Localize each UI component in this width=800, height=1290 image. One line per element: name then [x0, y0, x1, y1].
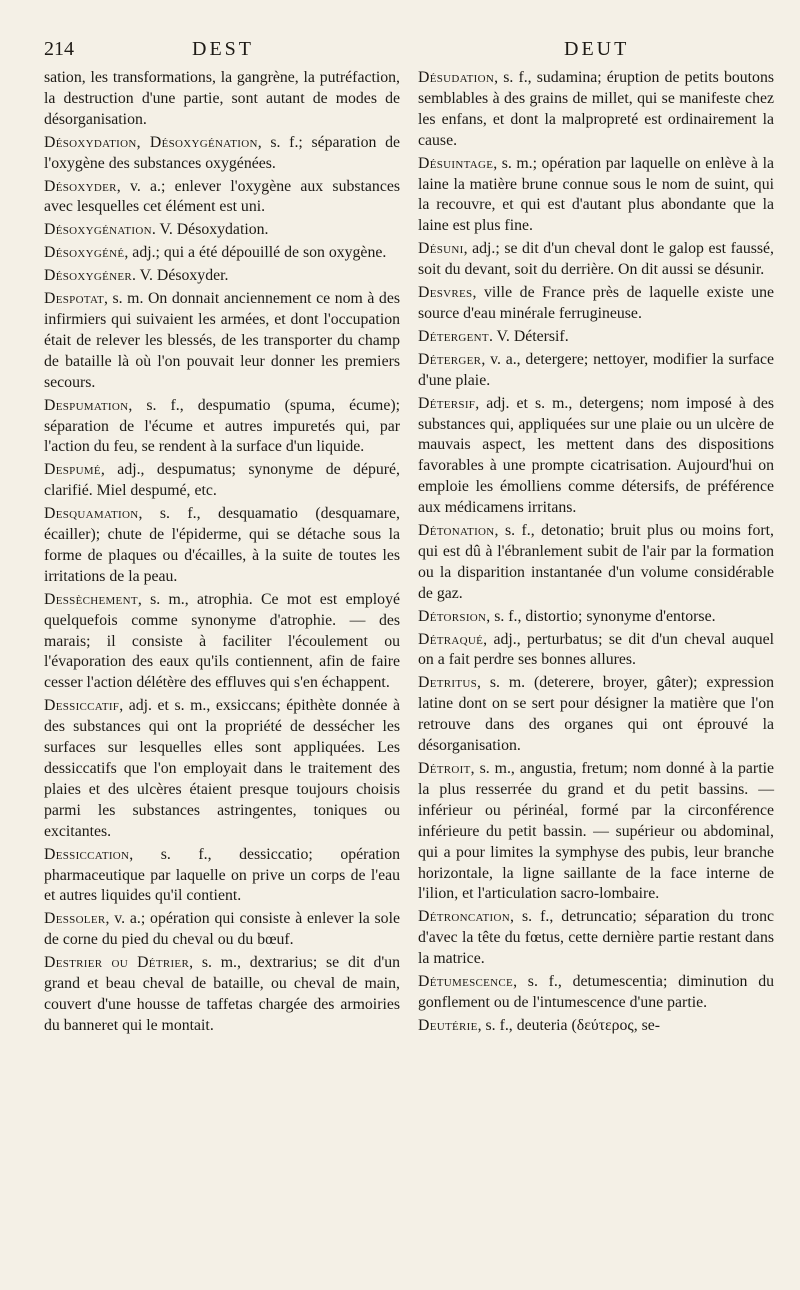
entry-text: . V. Désoxydation. — [151, 221, 269, 239]
page-header — [44, 38, 790, 68]
entry-text: , s. f., desquamatio (desquamare, écailler); chute de l'épiderme, qui se détache sous la forme de plaques ou d'écailles, à la suite de toutes les irritations de la peau. — [44, 505, 400, 585]
dictionary-entry — [418, 521, 774, 605]
entry-text: . V. Désoxyder. — [132, 267, 229, 285]
entry-headword: Désoxyder — [44, 177, 117, 195]
entry-text: , s. m.; opération par laquelle on enlève à la laine la matière brune connue sous le nom de suint, qui la recouvre, et qui est d'autant plus abondante que la laine est plus fine. — [418, 154, 774, 235]
entry-headword: Détroncation — [418, 908, 511, 926]
entry-headword: Detritus — [418, 674, 478, 692]
entry-headword: Détraqué — [418, 630, 484, 648]
entry-text: . V. Détersif. — [488, 327, 569, 345]
entry-headword: Dessoler — [44, 910, 106, 928]
entry-headword: Désoxygénation — [44, 221, 152, 239]
entry-headword: Desquamation — [44, 505, 139, 523]
entry-text: , s. m. (deterere, broyer, gâter); expression latine dont on se sert pour désigner la matière que l'on retrouve dans des organes qui ont éprouvé la désorganisation. — [418, 674, 774, 755]
dictionary-entry — [418, 283, 774, 325]
entry-headword: Désudation — [418, 69, 495, 86]
running-head-left: DEST — [192, 38, 254, 60]
entry-text: , v. a.; enlever l'oxygène aux substances avec lesquelles cet élément est uni. — [44, 177, 400, 216]
entry-text: , s. f., detonatio; bruit plus ou moins fort, qui est dû à l'ébranlement subit de l'air par la formation ou la disparition instantanée d'un volume considérable de gaz. — [418, 522, 774, 602]
entry-headword: Despumation — [44, 396, 129, 414]
entry-text: , adj., perturbatus; se dit d'un cheval auquel on a fait perdre ses bonnes allures. — [418, 630, 774, 669]
entry-text: , s. f., deuteria (δεύτερος, se- — [477, 1016, 661, 1034]
dictionary-entry — [44, 68, 400, 131]
entry-text: , s. m. On donnait anciennement ce nom à des infirmiers qui suivaient les armées, et dont l'occupation était de relever les blessés, de les transporter du champ de bataille là où l'on pouvait leur donner les premiers secours. — [44, 290, 400, 391]
dictionary-entry — [418, 154, 774, 238]
dictionary-entry — [418, 68, 774, 152]
entry-headword: Deutérie — [418, 1016, 478, 1034]
dictionary-entry — [418, 394, 774, 519]
entry-headword: Détroit — [418, 760, 471, 777]
dictionary-entry — [44, 953, 400, 1037]
dictionary-entry — [44, 133, 400, 175]
dictionary-entry — [44, 460, 400, 502]
dictionary-entry — [418, 673, 774, 757]
page-number: 214 — [44, 38, 74, 60]
entry-text: , s. m., dextrarius; se dit d'un grand et beau cheval de bataille, ou cheval de main, couvert d'une housse de taffetas chargée des armoiries du banneret qui le montait. — [44, 954, 400, 1034]
entry-headword: Désuintage — [418, 154, 494, 172]
entry-text: , adj. et s. m., detergens; nom imposé à des substances qui, appliquées sur une plaie ou un ulcère de mauvais aspect, les mettent dans des dispositions favorables à une prompte cicatrisation. Aujourd'hui on emploie les émolliens comme détersifs, de préférence aux médicamens irritans. — [418, 394, 774, 517]
entry-text: , s. f., despumatio (spuma, écume); séparation de l'écume et autres impuretés qui, par l'action du feu, se rendent à la surface d'un liquide. — [44, 396, 400, 456]
dictionary-entry — [418, 327, 774, 348]
entry-headword: Détergent — [418, 327, 489, 345]
dictionary-entry — [44, 243, 400, 264]
dictionary-entry — [44, 396, 400, 459]
dictionary-entry — [44, 177, 400, 219]
entry-text: , s. f., detumescentia; diminution du gonflement ou de l'intumescence d'une partie. — [418, 973, 774, 1011]
entry-text: , adj., despumatus; synonyme de dépuré, clarifié. Miel despumé, etc. — [44, 461, 400, 500]
dictionary-entry — [418, 759, 774, 905]
entry-text: , v. a., detergere; nettoyer, modifier la surface d'une plaie. — [418, 350, 774, 389]
entry-headword: Desvres — [418, 284, 473, 302]
entry-headword: Détorsion — [418, 607, 487, 625]
entry-text: , s. f., dessiccatio; opération pharmaceutique par laquelle on prive un corps de l'eau et autres liquides qu'il contient. — [44, 845, 400, 905]
entry-text: , s. f.; séparation de l'oxygène des substances oxygénées. — [44, 133, 400, 172]
dictionary-entry — [418, 972, 774, 1014]
entry-text: sation, les transformations, la gangrène, la putréfaction, la destruction d'une partie, sont autant de modes de désorganisation. — [44, 69, 400, 128]
dictionary-entry — [418, 630, 774, 672]
entry-text: , adj.; qui a été dépouillé de son oxygène. — [124, 244, 387, 262]
dictionary-entry — [418, 607, 774, 628]
entry-text: , ville de France près de laquelle existe une source d'eau minérale ferrugineuse. — [418, 284, 774, 322]
dictionary-entry — [44, 845, 400, 908]
right-column — [418, 68, 774, 1039]
entry-text: , s. f., distortio; synonyme d'entorse. — [486, 607, 716, 625]
entry-headword: Despotat — [44, 290, 104, 308]
entry-headword: Désoxygéné — [44, 244, 125, 262]
entry-headword: Déterger — [418, 350, 482, 368]
entry-text: , adj. et s. m., exsiccans; épithète donnée à des substances qui ont la propriété de dessécher les surfaces sur lesquelles elles sont appliquées. Les dessiccatifs que l'on employait dans le traitement des plaies et des ulcères étaient presque toujours choisis parmi les substances astringentes, toniques ou excitantes. — [44, 697, 400, 840]
running-head-right: DEUT — [564, 38, 630, 60]
entry-text: , v. a.; opération qui consiste à enlever la sole de corne du pied du cheval ou du bœuf. — [44, 910, 400, 949]
dictionary-entry — [44, 220, 400, 241]
dictionary-entry — [418, 907, 774, 970]
entry-headword: Désuni — [418, 240, 464, 258]
entry-headword: Détumescence — [418, 973, 514, 991]
dictionary-entry — [418, 1016, 774, 1037]
text-columns — [44, 68, 790, 1039]
dictionary-entry — [418, 239, 774, 281]
dictionary-entry — [44, 590, 400, 695]
dictionary-entry — [44, 909, 400, 951]
entry-headword: Dessiccatif — [44, 697, 120, 715]
left-column — [44, 68, 400, 1039]
entry-text: , s. m., atrophia. Ce mot est employé quelquefois comme synonyme d'atrophie. — des marais; il consiste à faciliter l'écoulement ou l'évaporation des eaux qu'ils contiennent, afin de faire cesser l'action délétère des effluves qui s'en échappent. — [44, 590, 400, 692]
entry-headword: Désoxydation, Désoxygénation — [44, 133, 258, 151]
entry-headword: Désoxygéner — [44, 267, 133, 285]
entry-headword: Détonation — [418, 522, 495, 540]
dictionary-entry — [44, 504, 400, 588]
entry-headword: Despumé — [44, 461, 101, 479]
dictionary-entry — [44, 696, 400, 842]
entry-headword: Détersif — [418, 394, 476, 412]
entry-headword: Destrier ou Détrier — [44, 954, 190, 972]
dictionary-entry — [44, 289, 400, 394]
entry-text: , s. m., angustia, fretum; nom donné à la partie la plus resserrée du grand et du petit bassins. — inférieur ou périnéal, formé par la circonférence inférieure du petit bassin. — supérieur ou abdominal, qui a pour limites la symphyse des pubis, leur branche horizontale, la ligne saillante de la face interne de l'ilion, et l'articulation sacro-lombaire. — [418, 760, 774, 903]
entry-headword: Dessiccation — [44, 845, 130, 863]
entry-text: , s. f., detruncatio; séparation du tronc d'avec la tête du fœtus, cette dernière partie restant dans la matrice. — [418, 908, 774, 968]
entry-text: , adj.; se dit d'un cheval dont le galop est faussé, soit du devant, soit du derrière. On dit aussi se désunir. — [418, 240, 774, 279]
dictionary-entry — [44, 266, 400, 287]
entry-headword: Dessèchement — [44, 590, 138, 608]
dictionary-entry — [418, 350, 774, 392]
entry-text: , s. f., sudamina; éruption de petits boutons semblables à des grains de millet, qui se manifeste chez les enfans, et dont la malpropreté est ordinairement la cause. — [418, 69, 774, 149]
